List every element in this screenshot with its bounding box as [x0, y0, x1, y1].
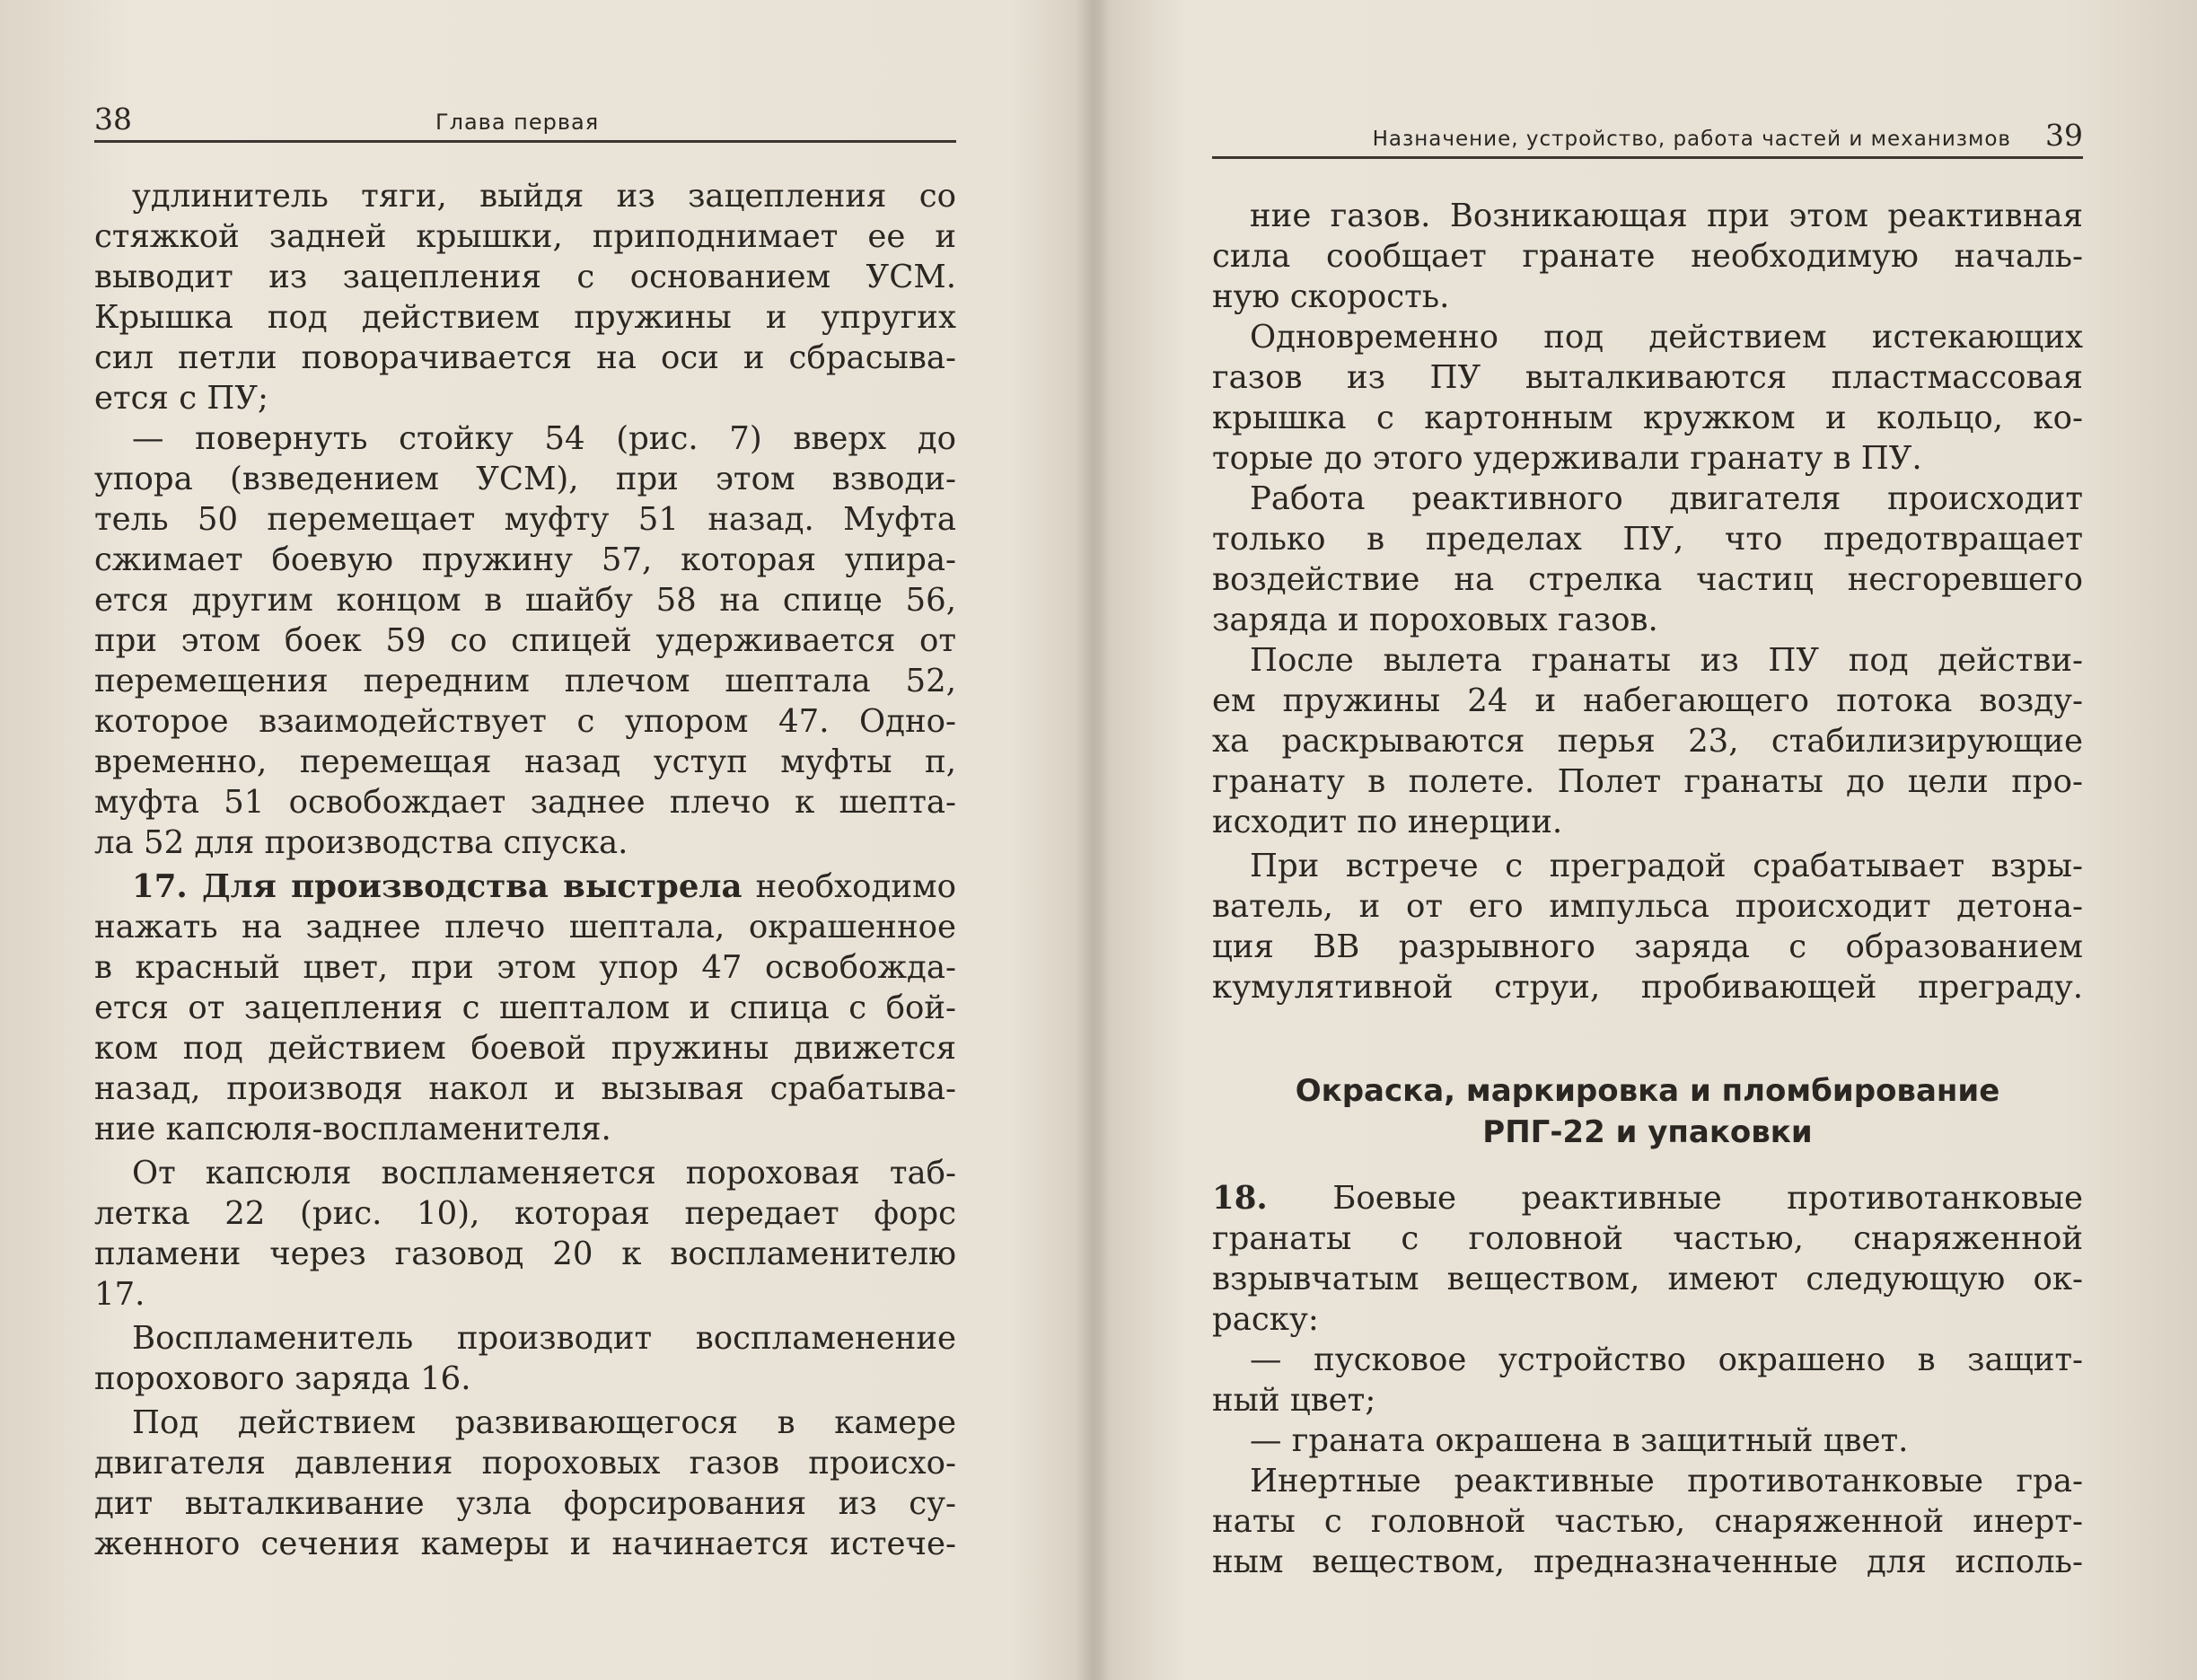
book-gutter — [1076, 0, 1110, 1680]
text-line: — пусковое устройство окрашено в защит- — [1250, 1341, 2083, 1378]
text-line: упора (взведением УСМ), при этом взводи- — [94, 461, 956, 497]
page-number-right: 39 — [2045, 118, 2083, 153]
text-line: Крышка под действием пружины и упругих — [94, 299, 956, 336]
text-line: сил петли поворачивается на оси и сбрасыва- — [94, 339, 956, 376]
text-line: порохового заряда 16. — [94, 1360, 471, 1397]
text-line: Инертные реактивные противотанковые гра- — [1250, 1463, 2083, 1500]
text-line: временно, перемещая назад уступ муфты п, — [94, 743, 956, 780]
text-line: ется другим концом в шайбу 58 на спице 56, — [94, 582, 956, 619]
text-line: крышка с картонным кружком и кольцо, ко- — [1212, 400, 2083, 436]
text-line: 17. — [94, 1276, 145, 1313]
text-line: — повернуть стойку 54 (рис. 7) вверх до — [132, 420, 956, 457]
text-line: гранаты с головной частью, снаряженной — [1212, 1220, 2083, 1257]
text-line: ха раскрываются перья 23, стабилизирующие — [1212, 723, 2083, 760]
text-line: перемещения передним плечом шептала 52, — [94, 663, 956, 699]
text-line: сжимает боевую пружину 57, которая упира- — [94, 541, 956, 578]
text-line: тель 50 перемещает муфту 51 назад. Муфта — [94, 501, 956, 538]
text-line: удлинитель тяги, выйдя из зацепления со — [132, 178, 956, 215]
text-line: стяжкой задней крышки, приподнимает ее и — [94, 218, 956, 255]
running-header-left — [94, 101, 956, 143]
text-line: двигателя давления пороховых газов происхо- — [94, 1445, 956, 1482]
text-line: ным веществом, предназначенные для исполь- — [1212, 1544, 2083, 1580]
text-line: газов из ПУ выталкиваются пластмассовая — [1212, 359, 2083, 396]
chapter-title: Глава первая — [435, 110, 600, 135]
text-line: После вылета гранаты из ПУ под действи- — [1250, 642, 2083, 679]
text-line: 17. Для производства выстрела необходимо — [132, 868, 956, 905]
page-number-left: 38 — [94, 101, 132, 136]
text-line: ватель, и от его импульса происходит детона- — [1212, 888, 2083, 925]
text-line: ный цвет; — [1212, 1382, 1376, 1419]
text-line: которое взаимодействует с упором 47. Одно- — [94, 703, 956, 740]
text-line: Работа реактивного двигателя происходит — [1250, 480, 2083, 517]
text-line: нажать на заднее плечо шептала, окрашенное — [94, 909, 956, 946]
text-line: взрывчатым веществом, имеют следующую ок- — [1212, 1261, 2083, 1297]
text-line: воздействие на стрелка частиц несгоревшего — [1212, 561, 2083, 598]
text-line: женного сечения камеры и начинается истече- — [94, 1526, 956, 1562]
text-line: раску: — [1212, 1301, 1319, 1338]
text-line: ла 52 для производства спуска. — [94, 824, 628, 861]
text-line: При встрече с преградой срабатывает взры- — [1250, 848, 2083, 884]
text-line: ем пружины 24 и набегающего потока возду- — [1212, 682, 2083, 719]
text-line: ком под действием боевой пружины движется — [94, 1030, 956, 1067]
right-page — [1212, 0, 2083, 1680]
text-line: ется от зацепления с шепталом и спица с бой- — [94, 990, 956, 1026]
text-line: — граната окрашена в защитный цвет. — [1250, 1422, 1909, 1459]
text-line: пламени через газовод 20 к воспламенителю — [94, 1236, 956, 1272]
text-line: гранату в полете. Полет гранаты до цели про- — [1212, 763, 2083, 800]
text-line: муфта 51 освобождает заднее плечо к шепта- — [94, 784, 956, 821]
running-header-right — [1212, 117, 2083, 159]
text-line: ную скорость. — [1212, 278, 1450, 315]
text-line: летка 22 (рис. 10), которая передает форс — [94, 1195, 956, 1232]
text-line: выводит из зацепления с основанием УСМ. — [94, 259, 956, 295]
text-line: в красный цвет, при этом упор 47 освобожда- — [94, 949, 956, 986]
text-line: заряда и пороховых газов. — [1212, 602, 1658, 638]
text-line: ется с ПУ; — [94, 380, 268, 417]
text-line: ция ВВ разрывного заряда с образованием — [1212, 928, 2083, 965]
text-line: при этом боек 59 со спицей удерживается от — [94, 622, 956, 659]
left-page-text — [94, 176, 956, 1564]
text-line: сила сообщает гранате необходимую началь- — [1212, 238, 2083, 275]
text-line: ние капсюля-воспламенителя. — [94, 1111, 611, 1148]
section-heading-line-2: РПГ-22 и упаковки — [1482, 1114, 1813, 1150]
left-page — [94, 0, 956, 1680]
section-heading-line-1: Окраска, маркировка и пломбирование — [1295, 1073, 2000, 1109]
text-line: Одновременно под действием истекающих — [1250, 319, 2083, 356]
text-line: только в пределах ПУ, что предотвращает — [1212, 521, 2083, 558]
text-line: Под действием развивающегося в камере — [132, 1404, 956, 1441]
text-line: ние газов. Возникающая при этом реактивная — [1250, 198, 2083, 234]
text-line: наты с головной частью, снаряженной инерт- — [1212, 1503, 2083, 1540]
text-line: От капсюля воспламеняется пороховая таб- — [132, 1155, 956, 1192]
text-line: торые до этого удерживали гранату в ПУ. — [1212, 440, 1922, 477]
text-line: Воспламенитель производит воспламенение — [132, 1320, 956, 1357]
right-page-text — [1212, 196, 2083, 1582]
text-line: исходит по инерции. — [1212, 804, 1563, 840]
text-line: кумулятивной струи, пробивающей преграду. — [1212, 969, 2083, 1006]
text-line: 18. Боевые реактивные противотанковые — [1212, 1180, 2083, 1217]
text-line: дит выталкивание узла форсирования из су- — [94, 1485, 956, 1522]
text-line: назад, производя накол и вызывая срабатыва- — [94, 1070, 956, 1107]
section-running-title: Назначение, устройство, работа частей и механизмов — [1372, 128, 2011, 151]
